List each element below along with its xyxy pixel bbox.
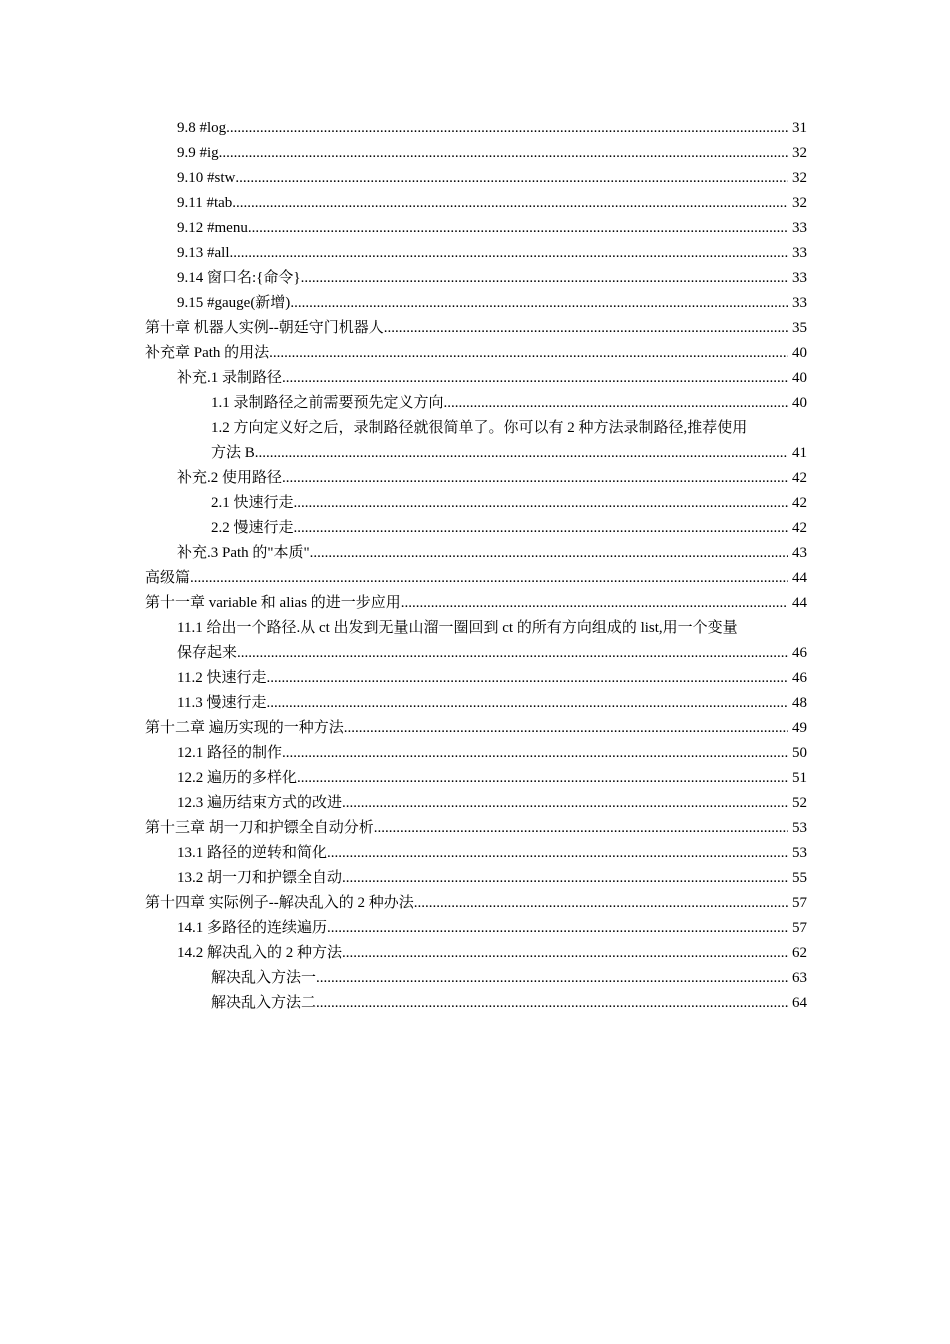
toc-entry[interactable] [145, 766, 807, 791]
toc-entry[interactable] [145, 566, 807, 591]
toc-entry-title: 9.14 窗口名:{命令} [177, 270, 301, 286]
dot-leader [316, 966, 788, 991]
dot-leader [266, 691, 788, 716]
toc-entry-page-number: 57 [792, 895, 807, 911]
toc-entry-title: 补充.2 使用路径 [177, 470, 283, 486]
toc-entry-continuation [177, 641, 807, 666]
dot-leader [414, 891, 788, 916]
toc-entry-title: 补充章 Path 的用法 [145, 345, 270, 361]
toc-entry-title: 9.12 #menu [177, 220, 248, 236]
toc-entry-page-number: 57 [792, 920, 807, 936]
toc-entry-title: 高级篇 [145, 570, 191, 586]
toc-entry[interactable] [145, 316, 807, 341]
dot-leader [282, 366, 788, 391]
toc-entry-page-number: 52 [792, 795, 807, 811]
toc-entry[interactable] [145, 891, 807, 916]
toc-entry-page-number: 40 [792, 395, 807, 411]
toc-entry[interactable] [145, 741, 807, 766]
toc-entry[interactable] [145, 391, 807, 416]
toc-entry-page-number: 33 [792, 220, 807, 236]
toc-entry[interactable] [145, 491, 807, 516]
toc-entry-title: 解决乱入方法二 [211, 995, 317, 1011]
toc-entry[interactable] [145, 166, 807, 191]
dot-leader [290, 291, 788, 316]
toc-entry-page-number: 53 [792, 845, 807, 861]
toc-entry[interactable] [145, 341, 807, 366]
toc-entry-page-number: 35 [792, 320, 807, 336]
toc-entry-page-number: 33 [792, 295, 807, 311]
toc-entry[interactable] [145, 841, 807, 866]
toc-entry[interactable] [145, 291, 807, 316]
toc-entry-page-number: 62 [792, 945, 807, 961]
dot-leader [219, 141, 788, 166]
toc-entry[interactable] [145, 416, 807, 466]
toc-entry[interactable] [145, 816, 807, 841]
dot-leader [232, 191, 788, 216]
dot-leader [294, 516, 788, 541]
toc-entry-title: 补充.3 Path 的"本质" [177, 545, 310, 561]
toc-entry-page-number: 42 [792, 520, 807, 536]
toc-entry-page-number: 63 [792, 970, 807, 986]
toc-entry[interactable] [145, 691, 807, 716]
toc-entry[interactable] [145, 191, 807, 216]
toc-entry-title: 11.1 给出一个路径.从 ct 出发到无量山溜一圈回到 ct 的所有方向组成的 list,用一个变量 [177, 620, 738, 636]
toc-entry[interactable] [145, 991, 807, 1016]
dot-leader [282, 741, 788, 766]
dot-leader [384, 316, 788, 341]
toc-entry[interactable] [145, 716, 807, 741]
toc-entry[interactable] [145, 666, 807, 691]
table-of-contents [145, 116, 807, 1016]
dot-leader [190, 566, 788, 591]
dot-leader [342, 791, 788, 816]
toc-entry-title: 1.2 方向定义好之后，录制路径就很简单了。你可以有 2 种方法录制路径,推荐使用 [211, 420, 748, 436]
toc-entry[interactable] [145, 966, 807, 991]
toc-entry-page-number: 43 [792, 545, 807, 561]
toc-entry-title: 11.2 快速行走 [177, 670, 267, 686]
toc-entry-title-continuation: 保存起来 [177, 645, 238, 661]
toc-entry-title: 解决乱入方法一 [211, 970, 317, 986]
toc-entry[interactable] [145, 916, 807, 941]
toc-entry[interactable] [145, 141, 807, 166]
dot-leader [294, 491, 788, 516]
toc-entry-page-number: 44 [792, 595, 807, 611]
toc-entry[interactable] [145, 791, 807, 816]
toc-entry-title: 9.8 #log [177, 120, 227, 136]
toc-entry-page-number: 42 [792, 470, 807, 486]
toc-entry-title: 12.3 遍历结束方式的改进 [177, 795, 343, 811]
toc-entry-title: 11.3 慢速行走 [177, 695, 267, 711]
toc-entry[interactable] [145, 216, 807, 241]
toc-entry[interactable] [145, 266, 807, 291]
dot-leader [316, 991, 788, 1016]
dot-leader [310, 541, 788, 566]
toc-entry-title: 2.2 慢速行走 [211, 520, 294, 536]
toc-entry-page-number: 32 [792, 145, 807, 161]
dot-leader [297, 766, 788, 791]
toc-entry-page-number: 33 [792, 270, 807, 286]
toc-entry[interactable] [145, 591, 807, 616]
toc-entry[interactable] [145, 941, 807, 966]
toc-entry-page-number: 40 [792, 370, 807, 386]
toc-entry-title: 1.1 录制路径之前需要预先定义方向. [211, 395, 448, 411]
dot-leader [301, 266, 788, 291]
toc-entry-title: 第十四章 实际例子--解决乱入的 2 种办法 [145, 895, 414, 911]
dot-leader [401, 591, 788, 616]
dot-leader [235, 166, 788, 191]
dot-leader [255, 441, 788, 466]
toc-entry-title: 14.1 多路径的连续遍历 [177, 920, 328, 936]
toc-entry-title: 12.2 遍历的多样化 [177, 770, 298, 786]
toc-entry-page-number: 55 [792, 870, 807, 886]
toc-entry-page-number: 51 [792, 770, 807, 786]
toc-entry-page-number: 44 [792, 570, 807, 586]
toc-entry-title: 9.11 #tab [177, 195, 233, 211]
toc-entry-page-number: 40 [792, 345, 807, 361]
toc-entry-title: 第十章 机器人实例--朝廷守门机器人 [145, 320, 384, 336]
toc-entry-page-number: 50 [792, 745, 807, 761]
dot-leader [269, 341, 788, 366]
toc-entry-page-number: 42 [792, 495, 807, 511]
dot-leader [447, 391, 788, 416]
toc-entry-page-number: 32 [792, 170, 807, 186]
dot-leader [226, 116, 788, 141]
toc-entry-page-number: 49 [792, 720, 807, 736]
toc-entry-page-number: 53 [792, 820, 807, 836]
toc-entry[interactable] [145, 366, 807, 391]
dot-leader [342, 866, 788, 891]
toc-entry-page-number: 33 [792, 245, 807, 261]
toc-entry-page-number: 64 [792, 995, 807, 1011]
dot-leader [344, 716, 788, 741]
dot-leader [266, 666, 788, 691]
toc-entry-title: 第十二章 遍历实现的一种方法 [145, 720, 344, 736]
toc-entry-title: 14.2 解决乱入的 2 种方法 [177, 945, 343, 961]
toc-entry[interactable] [145, 516, 807, 541]
toc-entry[interactable] [145, 466, 807, 491]
toc-entry-title: 9.10 #stw [177, 170, 236, 186]
dot-leader [374, 816, 788, 841]
toc-entry-page-number: 48 [792, 695, 807, 711]
toc-entry-title: 9.15 #gauge(新增) [177, 295, 291, 311]
toc-entry-title: 第十一章 variable 和 alias 的进一步应用 [145, 595, 401, 611]
toc-entry-title: 9.13 #all [177, 245, 230, 261]
toc-entry[interactable] [145, 616, 807, 666]
toc-entry[interactable] [145, 541, 807, 566]
toc-entry-continuation [211, 441, 807, 466]
toc-entry[interactable] [145, 241, 807, 266]
toc-entry-page-number: 46 [792, 645, 807, 661]
toc-entry-title: 9.9 #ig [177, 145, 219, 161]
toc-entry-title-continuation: 方法 B [211, 445, 255, 461]
toc-entry-title: 2.1 快速行走 [211, 495, 294, 511]
toc-entry-page-number: 31 [792, 120, 807, 136]
toc-entry-page-number: 32 [792, 195, 807, 211]
toc-entry-title: 13.1 路径的逆转和简化 [177, 845, 328, 861]
dot-leader [327, 841, 788, 866]
dot-leader [248, 216, 788, 241]
dot-leader [327, 916, 788, 941]
toc-entry-title: 补充.1 录制路径 [177, 370, 283, 386]
dot-leader [237, 641, 788, 666]
toc-entry-page-number: 46 [792, 670, 807, 686]
toc-entry[interactable] [145, 866, 807, 891]
toc-entry-title: 13.2 胡一刀和护镖全自动 [177, 870, 343, 886]
dot-leader [230, 241, 789, 266]
dot-leader [342, 941, 788, 966]
toc-entry-title: 12.1 路径的制作 [177, 745, 283, 761]
toc-entry-page-number: 41 [792, 445, 807, 461]
toc-entry[interactable] [145, 116, 807, 141]
toc-entry-title: 第十三章 胡一刀和护镖全自动分析 [145, 820, 374, 836]
dot-leader [282, 466, 788, 491]
